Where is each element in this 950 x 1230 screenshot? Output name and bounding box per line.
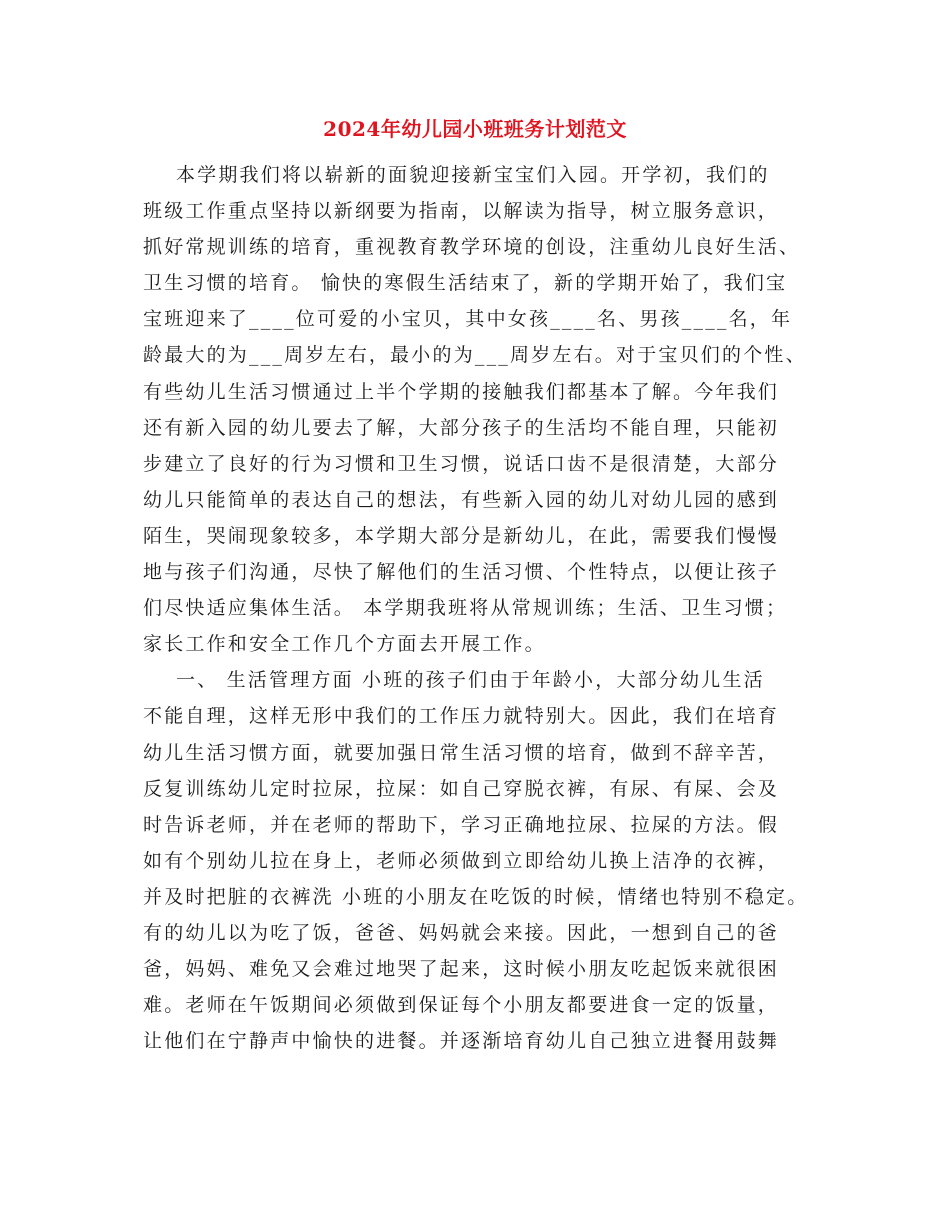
body-line: 步建立了良好的行为习惯和卫生习惯，说话口齿不是很清楚，大部分 — [143, 452, 780, 475]
body-line: 幼儿只能简单的表达自己的想法，有些新入园的幼儿对幼儿园的感到 — [143, 488, 780, 511]
body-line: 幼儿生活习惯方面，就要加强日常生活习惯的培育，做到不辞辛苦， — [143, 741, 780, 764]
body-line: 难。老师在午饭期间必须做到保证每个小朋友都要进食一定的饭量， — [143, 994, 780, 1017]
document-body — [143, 157, 813, 1059]
body-line: 爸，妈妈、难免又会难过地哭了起来，这时候小朋友吃起饭来就很困 — [143, 958, 780, 981]
body-line: 并及时把脏的衣裤洗 小班的小朋友在吃饭的时候，情绪也特别不稳定。 — [143, 885, 809, 908]
body-line: 们尽快适应集体生活。 本学期我班将从常规训练；生活、卫生习惯； — [143, 597, 788, 620]
body-line: 如有个别幼儿拉在身上，老师必须做到立即给幼儿换上洁净的衣裤， — [143, 849, 780, 872]
body-line: 抓好常规训练的培育，重视教育教学环境的创设，注重幼儿良好生活、 — [143, 236, 801, 259]
body-line: 家长工作和安全工作几个方面去开展工作。 — [143, 633, 546, 656]
body-line: 本学期我们将以崭新的面貌迎接新宝宝们入园。开学初，我们的 — [143, 164, 770, 186]
body-line: 让他们在宁静声中愉快的进餐。并逐渐培育幼儿自己独立进餐用鼓舞 — [143, 1030, 780, 1053]
body-line: 龄最大的为___周岁左右，最小的为___周岁左右。对于宝贝们的个性、 — [143, 344, 807, 367]
body-line: 宝班迎来了____位可爱的小宝贝，其中女孩____名、男孩____名，年 — [143, 308, 793, 331]
body-line: 有些幼儿生活习惯通过上半个学期的接触我们都基本了解。今年我们 — [143, 380, 780, 403]
body-line: 陌生，哭闹现象较多，本学期大部分是新幼儿，在此，需要我们慢慢 — [143, 524, 780, 547]
body-line: 时告诉老师，并在老师的帮助下，学习正确地拉尿、拉屎的方法。假 — [143, 813, 780, 836]
body-line: 卫生习惯的培育。 愉快的寒假生活结束了，新的学期开始了，我们宝 — [143, 272, 788, 295]
document-title: 2024年幼儿园小班班务计划范文 — [323, 117, 627, 141]
body-line: 一、 生活管理方面 小班的孩子们由于年龄小，大部分幼儿生活 — [143, 669, 765, 692]
body-line: 班级工作重点坚持以新纲要为指南，以解读为指导，树立服务意识， — [143, 200, 780, 223]
body-line: 地与孩子们沟通，尽快了解他们的生活习惯、个性特点，以便让孩子 — [143, 561, 780, 584]
body-line: 还有新入园的幼儿要去了解，大部分孩子的生活均不能自理，只能初 — [143, 416, 780, 439]
body-line: 不能自理，这样无形中我们的工作压力就特别大。因此，我们在培育 — [143, 705, 780, 728]
body-line: 反复训练幼儿定时拉尿，拉屎：如自己穿脱衣裤，有尿、有屎、会及 — [143, 777, 780, 800]
body-line: 有的幼儿以为吃了饭，爸爸、妈妈就会来接。因此，一想到自己的爸 — [143, 921, 780, 944]
